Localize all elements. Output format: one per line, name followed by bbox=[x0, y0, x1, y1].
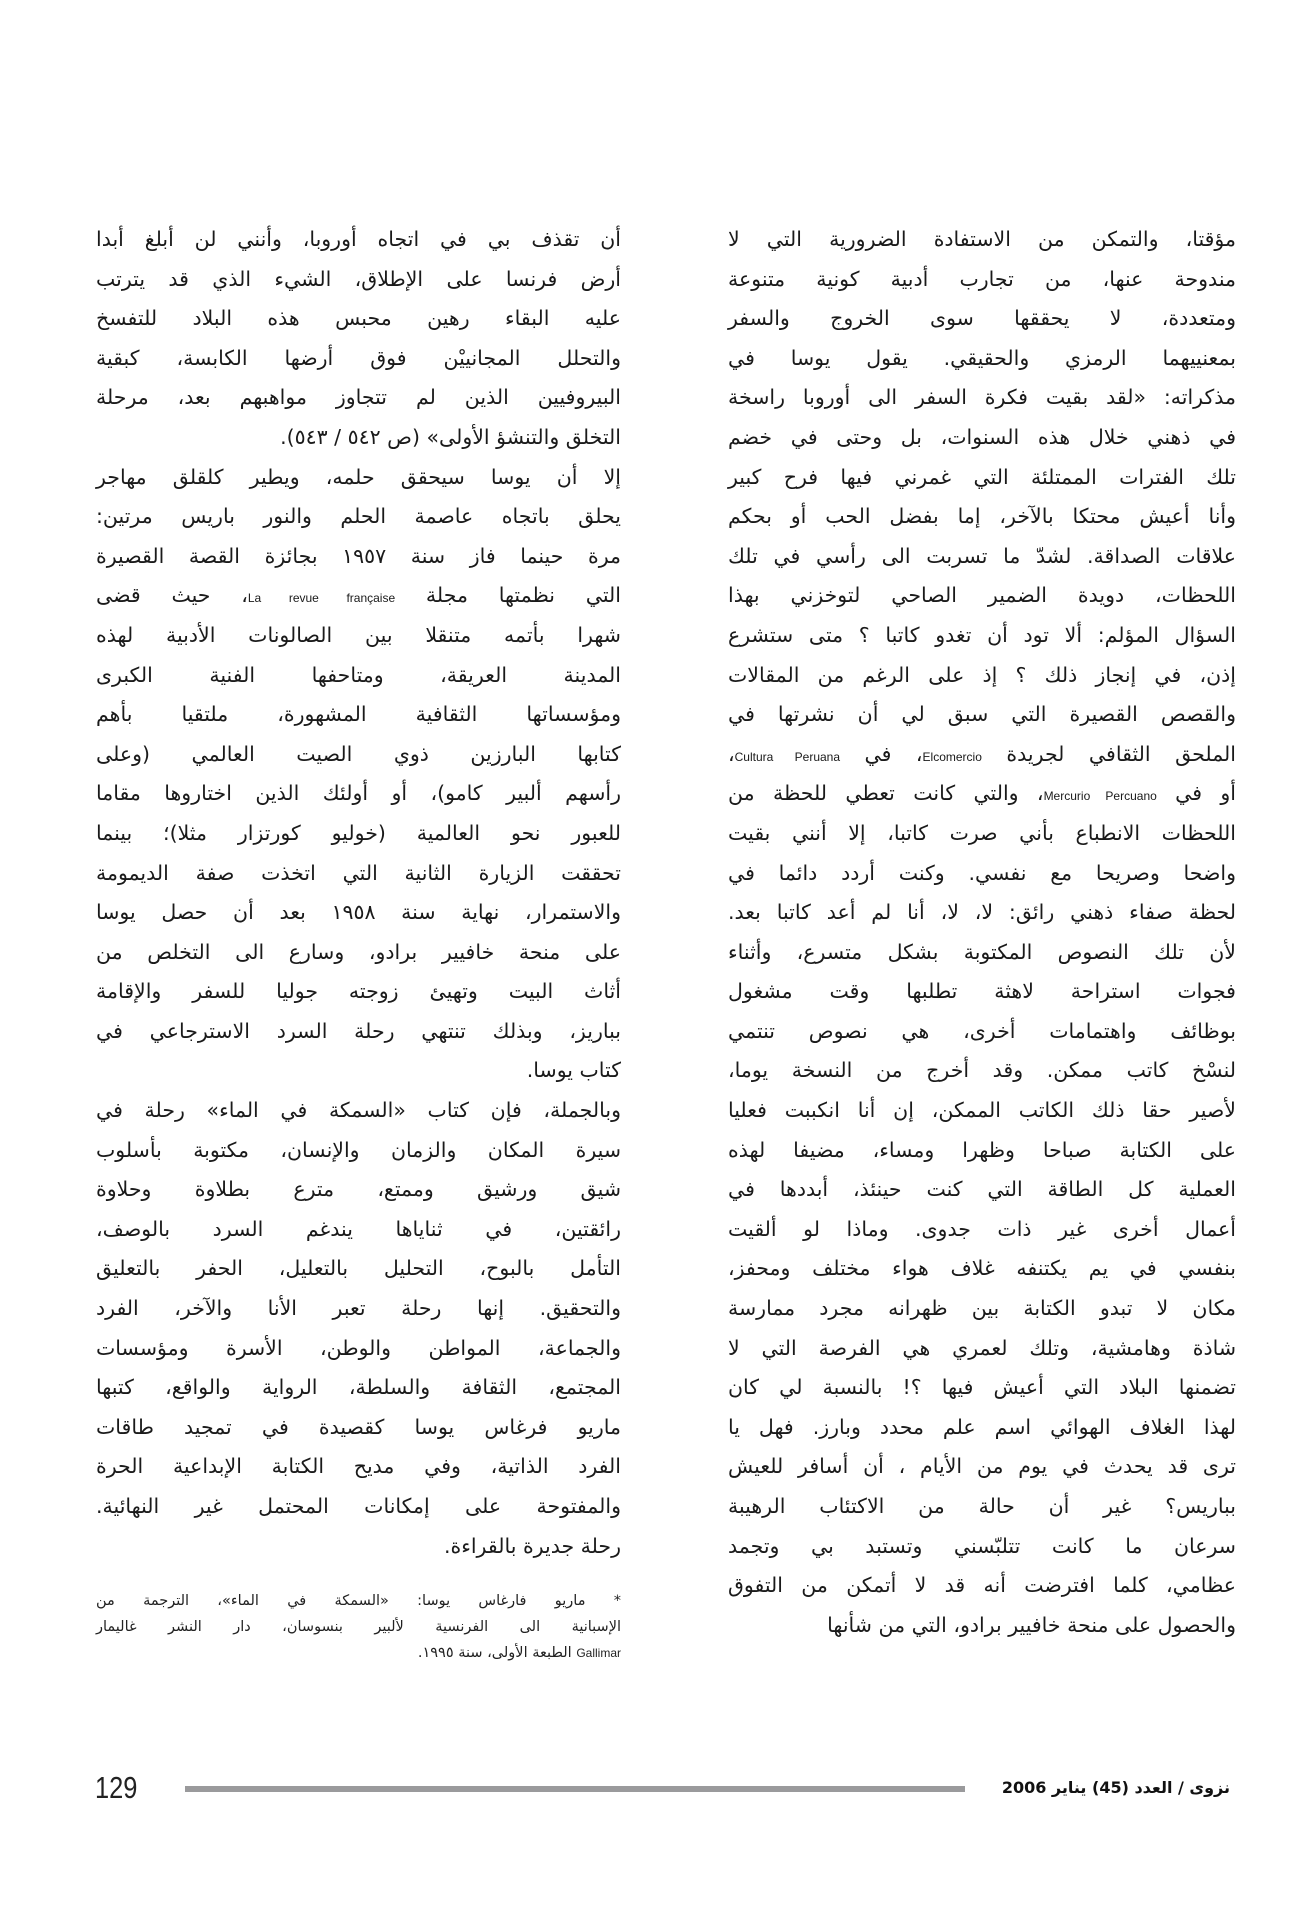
text-line: شيق ورشيق وممتع، مترع بطلاوة وحلاوة bbox=[96, 1177, 621, 1202]
text-line: والتحلل المجانييْن فوق أرضها الكابسة، كبقية bbox=[96, 345, 621, 370]
text-line: لأن تلك النصوص المكتوبة بشكل متسرع، وأثناء bbox=[728, 939, 1236, 964]
text-line: عليه البقاء رهين محبس هذه البلاد للتفسخ bbox=[96, 306, 621, 331]
text-line: بباريز، وبذلك تنتهي رحلة السرد الاسترجاعي في bbox=[96, 1018, 621, 1043]
text-line: لنسْخ كاتب ممكن. وقد أخرج من النسخة يوما، bbox=[728, 1058, 1236, 1083]
page-number: 129 bbox=[95, 1770, 138, 1805]
text-line: رائقتين، في ثناياها يندغم السرد بالوصف، bbox=[96, 1216, 621, 1241]
text-line: واضحا وصريحا مع نفسي. وكنت أردد دائما في bbox=[728, 860, 1236, 885]
text-line: ماريو فرغاس يوسا كقصيدة في تمجيد طاقات bbox=[96, 1414, 621, 1439]
text-line: أن تقذف بي في اتجاه أوروبا، وأنني لن أبلغ أبدا bbox=[96, 227, 621, 251]
text-line: السؤال المؤلم: ألا تود أن تغدو كاتبا ؟ متى ستشرع bbox=[728, 622, 1236, 647]
text-line: التأمل بالبوح، التحليل بالتعليل، الحفر بالتعليق bbox=[96, 1256, 621, 1281]
text-line: سيرة المكان والزمان والإنسان، مكتوبة بأسلوب bbox=[96, 1137, 621, 1162]
text-line: كتابها البارزين ذوي الصيت العالمي (وعلى bbox=[96, 741, 621, 766]
text-line: بنفسي في يم يكتنفه غلاف هواء مختلف ومحفز، bbox=[728, 1256, 1236, 1281]
text-line: فجوات استراحة لاهثة تطلبها وقت مشغول bbox=[728, 979, 1236, 1004]
issue-label: نزوى / العدد (45) يناير 2006 bbox=[1001, 1778, 1230, 1797]
text-fragment: الطبعة الأولى، سنة ١٩٩٥. bbox=[417, 1645, 577, 1661]
text-line: شاذة وهامشية، وتلك لعمري هي الفرصة التي لا bbox=[728, 1335, 1236, 1360]
text-line: مذكراته: «لقد بقيت فكرة السفر الى أوروبا راسخة bbox=[728, 385, 1236, 410]
latin-title: Elcomercio bbox=[922, 749, 982, 764]
text-line: على منحة خافيير برادو، وسارع الى التخلص من bbox=[96, 939, 621, 964]
text-line: والمفتوحة على إمكانات المحتمل غير النهائية. bbox=[96, 1494, 621, 1518]
text-line bbox=[728, 774, 1236, 814]
text-line: المجتمع، الثقافة والسلطة، الرواية والواقع، كتبها bbox=[96, 1375, 621, 1400]
text-line: اللحظات، دويدة الضمير الصاحي لتوخزني بهذا bbox=[728, 583, 1236, 608]
text-line bbox=[96, 576, 621, 616]
text-line: أثاث البيت وتهيئ زوجته جوليا للسفر والإقامة bbox=[96, 979, 621, 1004]
text-line: مؤقتا، والتمكن من الاستفادة الضرورية التي لا bbox=[728, 227, 1236, 251]
text-line: بباريس؟ غير أن حالة من الاكتئاب الرهيبة bbox=[728, 1494, 1236, 1518]
text-fragment: ، bbox=[728, 741, 735, 766]
latin-title: La revue française bbox=[247, 591, 396, 606]
text-line: والجماعة، المواطن والوطن، الأسرة ومؤسسات bbox=[96, 1335, 621, 1360]
text-fragment: ، في bbox=[840, 741, 923, 766]
text-line: ترى قد يحدث في يوم من الأيام ، أن أسافر للعيش bbox=[728, 1454, 1236, 1479]
text-line: تضمنها البلاد التي أعيش فيها ؟! بالنسبة لي كان bbox=[728, 1375, 1236, 1400]
text-line: ومتعددة، لا يحققها سوى الخروج والسفر bbox=[728, 306, 1236, 331]
text-line bbox=[728, 735, 1236, 775]
latin-title: Mercurio Percuano bbox=[1043, 789, 1157, 804]
text-line: في ذهني خلال هذه السنوات، بل وحتى في خضم bbox=[728, 424, 1236, 449]
text-line: علاقات الصداقة. لشدّ ما تسربت الى رأسي في تلك bbox=[728, 543, 1236, 568]
article-column-right bbox=[728, 220, 1236, 1645]
text-line: لحظة صفاء ذهني رائق: لا، لا، أنا لم أعد كاتبا بعد. bbox=[728, 900, 1236, 925]
text-line: إذن، في إنجاز ذلك ؟ إذ على الرغم من المقالات bbox=[728, 662, 1236, 687]
text-fragment: الملحق الثقافي لجريدة bbox=[981, 741, 1236, 766]
text-line: رحلة جديرة بالقراءة. bbox=[443, 1533, 621, 1558]
article-column-left bbox=[96, 220, 621, 1566]
text-line: البيروفيين الذين لم تتجاوز مواهبهم بعد، مرحلة bbox=[96, 385, 621, 410]
text-line: والاستمرار، نهاية سنة ١٩٥٨ بعد أن حصل يوسا bbox=[96, 900, 621, 925]
text-fragment: ، والتي كانت تعطي للحظة من bbox=[728, 781, 1044, 806]
text-fragment: التي نظمتها مجلة bbox=[395, 583, 621, 608]
text-line: والقصص القصيرة التي سبق لي أن نشرتها في bbox=[728, 702, 1236, 727]
text-line: اللحظات الانطباع بأني صرت كاتبا، إلا أنني بقيت bbox=[728, 820, 1236, 845]
text-line: العملية كل الطاقة التي كنت حينئذ، أبددها في bbox=[728, 1177, 1236, 1202]
text-line: لهذا الغلاف الهوائي اسم علم محدد وبارز. فهل يا bbox=[728, 1414, 1236, 1439]
text-line: وأنا أعيش محتكا بالآخر، إما بفضل الحب أو بحكم bbox=[728, 504, 1236, 529]
latin-title: Cultura Peruana bbox=[734, 749, 841, 764]
text-line: أعمال أخرى غير ذات جدوى. وماذا لو ألقيت bbox=[728, 1216, 1236, 1241]
text-line: رأسهم ألبير كامو)، أو أولئك الذين اختاروها مقاما bbox=[96, 781, 621, 806]
text-line: * ماريو فارغاس يوسا: «السمكة في الماء»، الترجمة من bbox=[96, 1593, 621, 1609]
text-line: أرض فرنسا على الإطلاق، الشيء الذي قد يترتب bbox=[96, 266, 621, 291]
text-line: للعبور نحو العالمية (خوليو كورتزار مثلا)؛ بينما bbox=[96, 820, 621, 845]
text-line: تلك الفترات الممتلئة التي غمرني فيها فرح كبير bbox=[728, 464, 1236, 489]
text-line: وبالجملة، فإن كتاب «السمكة في الماء» رحلة في bbox=[96, 1098, 621, 1123]
text-line: لأصير حقا ذلك الكاتب الممكن، إن أنا انكببت فعليا bbox=[728, 1098, 1236, 1123]
text-fragment: أو في bbox=[1156, 781, 1237, 806]
text-line: المدينة العريقة، ومتاحفها الفنية الكبرى bbox=[96, 662, 621, 687]
text-line: تحققت الزيارة الثانية التي اتخذت صفة الديمومة bbox=[96, 860, 621, 885]
text-line: بوظائف واهتمامات أخرى، هي نصوص تنتمي bbox=[728, 1018, 1236, 1043]
text-line: الفرد الذاتية، وفي مديح الكتابة الإبداعية الحرة bbox=[96, 1454, 621, 1479]
text-fragment: ، حيث قضى bbox=[96, 583, 248, 608]
footnote bbox=[96, 1588, 621, 1666]
text-line: يحلق باتجاه عاصمة الحلم والنور باريس مرتين: bbox=[96, 504, 621, 529]
text-line: إلا أن يوسا سيحقق حلمه، ويطير كلقلق مهاجر bbox=[96, 464, 621, 489]
text-line: سرعان ما كانت تتلبّسني وتستبد بي وتجمد bbox=[728, 1533, 1236, 1558]
text-line: مكان لا تبدو الكتابة بين ظهرانه مجرد ممارسة bbox=[728, 1296, 1236, 1321]
text-line: مرة حينما فاز سنة ١٩٥٧ بجائزة القصة القصيرة bbox=[96, 543, 621, 568]
text-line: عظامي، كلما افترضت أنه قد لا أتمكن من التفوق bbox=[728, 1573, 1236, 1598]
text-line: والتحقيق. إنها رحلة تعبر الأنا والآخر، الفرد bbox=[96, 1296, 621, 1321]
text-line bbox=[96, 1640, 621, 1666]
text-line: شهرا بأتمه متنقلا بين الصالونات الأدبية لهذه bbox=[96, 622, 621, 647]
page-footer bbox=[95, 1770, 1230, 1806]
text-line: كتاب يوسا. bbox=[526, 1058, 621, 1083]
text-line: على الكتابة صباحا وظهرا ومساء، مضيفا لهذه bbox=[728, 1137, 1236, 1162]
footer-rule bbox=[185, 1786, 965, 1792]
text-line: التخلق والتنشؤ الأولى» (ص ٥٤٢ / ٥٤٣). bbox=[280, 424, 621, 449]
text-line: والحصول على منحة خافيير برادو، التي من شأنها bbox=[827, 1612, 1236, 1637]
text-line: ومؤسساتها الثقافية المشهورة، ملتقيا بأهم bbox=[96, 702, 621, 727]
text-line: مندوحة عنها، من تجارب أدبية كونية متنوعة bbox=[728, 266, 1236, 291]
text-line: بمعنييهما الرمزي والحقيقي. يقول يوسا في bbox=[728, 345, 1236, 370]
latin-title: Gallimar bbox=[576, 1646, 621, 1660]
text-line: الإسبانية الى الفرنسية لألبير بنسوسان، دار النشر غاليمار bbox=[96, 1619, 621, 1635]
